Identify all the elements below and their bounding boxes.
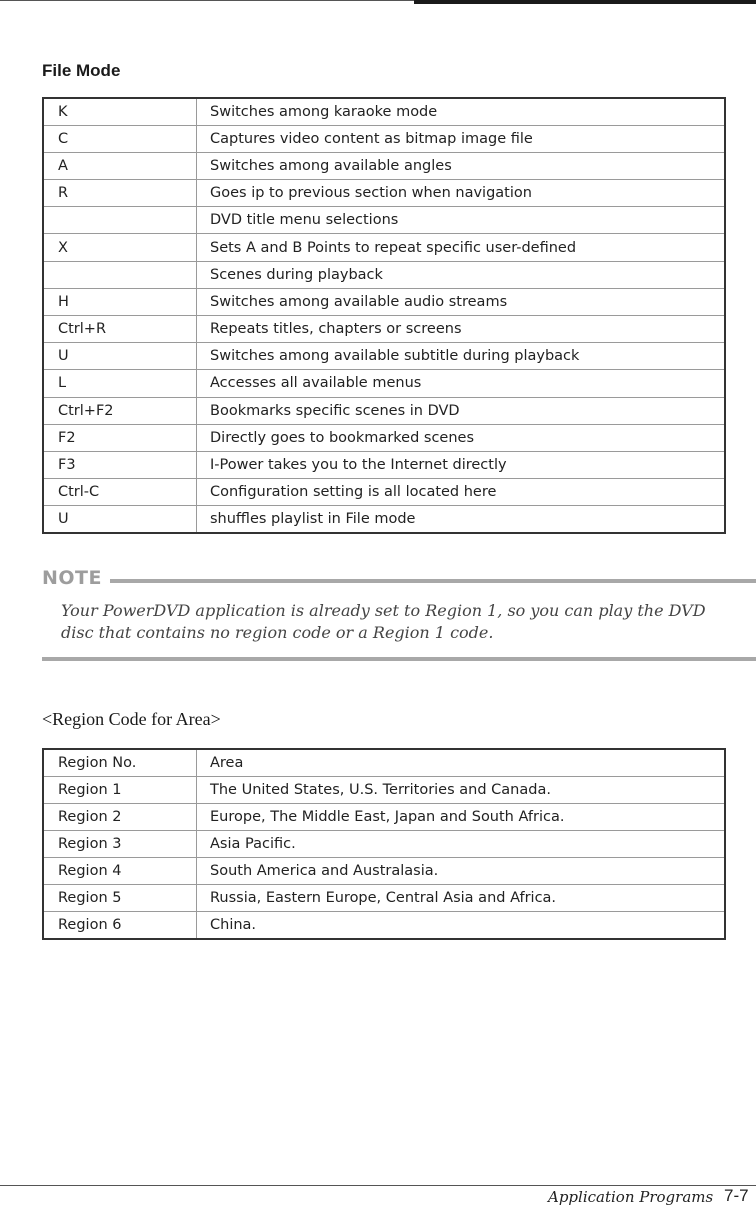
table-row bbox=[43, 261, 725, 288]
region-area: China. bbox=[197, 912, 726, 939]
shortcut-key: Ctrl-C bbox=[43, 479, 197, 506]
table-row bbox=[43, 316, 725, 343]
note-divider-bottom bbox=[42, 657, 756, 661]
table-row bbox=[43, 830, 725, 857]
shortcut-description: Repeats titles, chapters or screens bbox=[197, 316, 726, 343]
region-number: Region 1 bbox=[43, 776, 197, 803]
shortcut-key: L bbox=[43, 370, 197, 397]
region-number: Region 5 bbox=[43, 884, 197, 911]
region-area: The United States, U.S. Territories and Canada. bbox=[197, 776, 726, 803]
shortcut-description: DVD title menu selections bbox=[197, 207, 726, 234]
region-number: Region 3 bbox=[43, 830, 197, 857]
region-table bbox=[42, 748, 726, 940]
table-row bbox=[43, 397, 725, 424]
shortcut-description: Switches among karaoke mode bbox=[197, 98, 726, 125]
table-row bbox=[43, 288, 725, 315]
region-area: Asia Pacific. bbox=[197, 830, 726, 857]
shortcut-description: Scenes during playback bbox=[197, 261, 726, 288]
table-row bbox=[43, 370, 725, 397]
top-rule-thick bbox=[414, 0, 756, 4]
region-number: Region 4 bbox=[43, 857, 197, 884]
table-header-row bbox=[43, 749, 725, 776]
table-row bbox=[43, 180, 725, 207]
shortcut-key: Ctrl+F2 bbox=[43, 397, 197, 424]
top-rule-thin bbox=[0, 0, 414, 1]
table-row bbox=[43, 125, 725, 152]
shortcut-key: F3 bbox=[43, 451, 197, 478]
shortcut-description: Switches among available subtitle during playback bbox=[197, 343, 726, 370]
shortcut-description: shuffles playlist in File mode bbox=[197, 506, 726, 533]
shortcut-key: U bbox=[43, 343, 197, 370]
table-row bbox=[43, 506, 725, 533]
note-text-line: Your PowerDVD application is already set to Region 1, so you can play the DVD bbox=[61, 601, 706, 620]
shortcut-description: Captures video content as bitmap image file bbox=[197, 125, 726, 152]
shortcut-description: Switches among available audio streams bbox=[197, 288, 726, 315]
shortcut-table bbox=[42, 97, 726, 534]
table-row bbox=[43, 152, 725, 179]
shortcut-description: Accesses all available menus bbox=[197, 370, 726, 397]
region-area: Europe, The Middle East, Japan and South Africa. bbox=[197, 803, 726, 830]
shortcut-key: A bbox=[43, 152, 197, 179]
table-row bbox=[43, 451, 725, 478]
shortcut-key: K bbox=[43, 98, 197, 125]
note-label: NOTE bbox=[42, 567, 102, 589]
shortcut-key: X bbox=[43, 234, 197, 261]
table-row bbox=[43, 912, 725, 939]
shortcut-description: Switches among available angles bbox=[197, 152, 726, 179]
page-number: 7-7 bbox=[724, 1186, 749, 1205]
note-divider-top bbox=[110, 579, 756, 583]
shortcut-key: F2 bbox=[43, 424, 197, 451]
column-header-area: Area bbox=[197, 749, 726, 776]
shortcut-description: Goes ip to previous section when navigation bbox=[197, 180, 726, 207]
region-area: Russia, Eastern Europe, Central Asia and Africa. bbox=[197, 884, 726, 911]
shortcut-key: U bbox=[43, 506, 197, 533]
note-text-line: disc that contains no region code or a Region 1 code. bbox=[61, 623, 494, 642]
shortcut-key bbox=[43, 261, 197, 288]
table-row bbox=[43, 98, 725, 125]
shortcut-key: H bbox=[43, 288, 197, 315]
region-table-title: <Region Code for Area> bbox=[42, 709, 221, 729]
table-row bbox=[43, 479, 725, 506]
table-row bbox=[43, 234, 725, 261]
table-row bbox=[43, 803, 725, 830]
shortcut-description: Bookmarks specific scenes in DVD bbox=[197, 397, 726, 424]
region-number: Region 6 bbox=[43, 912, 197, 939]
shortcut-description: I-Power takes you to the Internet directly bbox=[197, 451, 726, 478]
region-number: Region 2 bbox=[43, 803, 197, 830]
column-header-region-no: Region No. bbox=[43, 749, 197, 776]
shortcut-description: Configuration setting is all located here bbox=[197, 479, 726, 506]
table-row bbox=[43, 207, 725, 234]
shortcut-key: Ctrl+R bbox=[43, 316, 197, 343]
table-row bbox=[43, 884, 725, 911]
footer-chapter-title: Application Programs bbox=[548, 1188, 714, 1206]
table-row bbox=[43, 343, 725, 370]
footer-rule bbox=[0, 1185, 756, 1186]
shortcut-key: R bbox=[43, 180, 197, 207]
table-row bbox=[43, 776, 725, 803]
section-title: File Mode bbox=[42, 61, 121, 80]
shortcut-description: Directly goes to bookmarked scenes bbox=[197, 424, 726, 451]
note-text bbox=[61, 600, 751, 644]
shortcut-key: C bbox=[43, 125, 197, 152]
table-row bbox=[43, 857, 725, 884]
table-row bbox=[43, 424, 725, 451]
region-area: South America and Australasia. bbox=[197, 857, 726, 884]
shortcut-description: Sets A and B Points to repeat specific user-defined bbox=[197, 234, 726, 261]
shortcut-key bbox=[43, 207, 197, 234]
